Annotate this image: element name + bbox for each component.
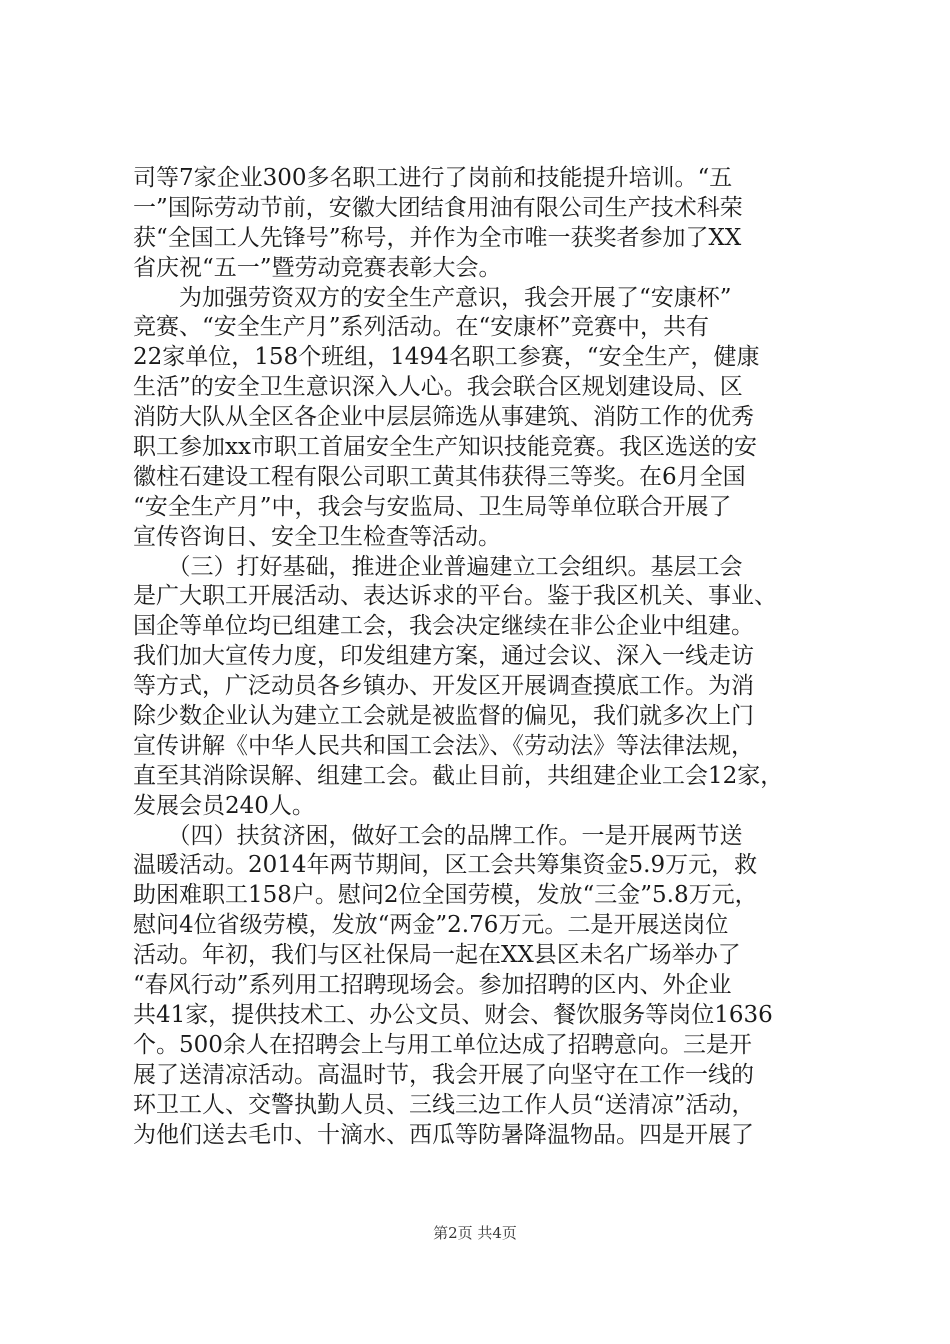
text-line: 获“全国工人先锋号”称号，并作为全市唯一获奖者参加了XX bbox=[133, 224, 742, 251]
text-line: 22家单位，158个班组，1494名职工参赛，“安全生产，健康 bbox=[133, 344, 760, 371]
text-line: 直至其消除误解、组建工会。截止目前，共组建企业工会12家， bbox=[133, 762, 784, 789]
text-line: 共41家，提供技术工、办公文员、财会、餐饮服务等岗位1636 bbox=[133, 1001, 773, 1028]
text-line: （三）打好基础，推进企业普遍建立工会组织。基层工会 bbox=[133, 553, 743, 580]
text-line: 个。500余人在招聘会上与用工单位达成了招聘意向。三是开 bbox=[133, 1031, 752, 1058]
text-line: 宣传咨询日、安全卫生检查等活动。 bbox=[133, 523, 501, 550]
text-line: 生活”的安全卫生意识深入人心。我会联合区规划建设局、区 bbox=[133, 374, 743, 401]
text-line: 是广大职工开展活动、表达诉求的平台。鉴于我区机关、事业、 bbox=[133, 583, 777, 610]
text-line: 发展会员240人。 bbox=[133, 792, 315, 819]
text-line: （四）扶贫济困，做好工会的品牌工作。一是开展两节送 bbox=[133, 822, 743, 849]
text-line: 展了送清凉活动。高温时节，我会开展了向坚守在工作一线的 bbox=[133, 1061, 754, 1088]
text-line: 消防大队从全区各企业中层层筛选从事建筑、消防工作的优秀 bbox=[133, 404, 754, 431]
text-line: 司等7家企业300多名职工进行了岗前和技能提升培训。“五 bbox=[133, 165, 733, 191]
text-line: 除少数企业认为建立工会就是被监督的偏见，我们就多次上门 bbox=[133, 703, 754, 730]
text-line: 国企等单位均已组建工会，我会决定继续在非公企业中组建。 bbox=[133, 613, 754, 640]
text-line: 等方式，广泛动员各乡镇办、开发区开展调查摸底工作。为消 bbox=[133, 673, 754, 700]
text-line: “安全生产月”中，我会与安监局、卫生局等单位联合开展了 bbox=[133, 493, 732, 520]
page-footer: 第2页 共4页 bbox=[433, 1224, 517, 1242]
text-line: 温暖活动。2014年两节期间，区工会共筹集资金5.9万元，救 bbox=[133, 852, 758, 879]
text-line: 一”国际劳动节前，安徽大团结食用油有限公司生产技术科荣 bbox=[133, 194, 743, 221]
text-line: 慰问4位省级劳模，发放“两金”2.76万元。二是开展送岗位 bbox=[133, 912, 729, 939]
text-line: 徽柱石建设工程有限公司职工黄其伟获得三等奖。在6月全国 bbox=[133, 463, 746, 490]
text-line: 为加强劳资双方的安全生产意识，我会开展了“安康杯” bbox=[133, 284, 732, 311]
text-line: “春风行动”系列用工招聘现场会。参加招聘的区内、外企业 bbox=[133, 972, 732, 999]
text-line: 职工参加xx市职工首届安全生产知识技能竞赛。我区选送的安 bbox=[133, 434, 757, 461]
text-line: 省庆祝“五一”暨劳动竞赛表彰大会。 bbox=[133, 254, 502, 281]
text-line: 活动。年初，我们与区社保局一起在XX县区未名广场举办了 bbox=[133, 942, 741, 969]
text-line: 我们加大宣传力度，印发组建方案，通过会议、深入一线走访 bbox=[133, 643, 754, 670]
text-line: 为他们送去毛巾、十滴水、西瓜等防暑降温物品。四是开展了 bbox=[133, 1121, 754, 1148]
text-line: 宣传讲解《中华人民共和国工会法》、《劳动法》等法律法规， bbox=[133, 732, 754, 759]
text-line: 助困难职工158户。慰问2位全国劳模，发放“三金”5.8万元， bbox=[133, 882, 758, 909]
text-line: 环卫工人、交警执勤人员、三线三边工作人员“送清凉”活动， bbox=[133, 1091, 755, 1118]
text-line: 竞赛、“安全生产月”系列活动。在“安康杯”竞赛中，共有 bbox=[133, 314, 710, 341]
body-text bbox=[133, 164, 833, 1150]
